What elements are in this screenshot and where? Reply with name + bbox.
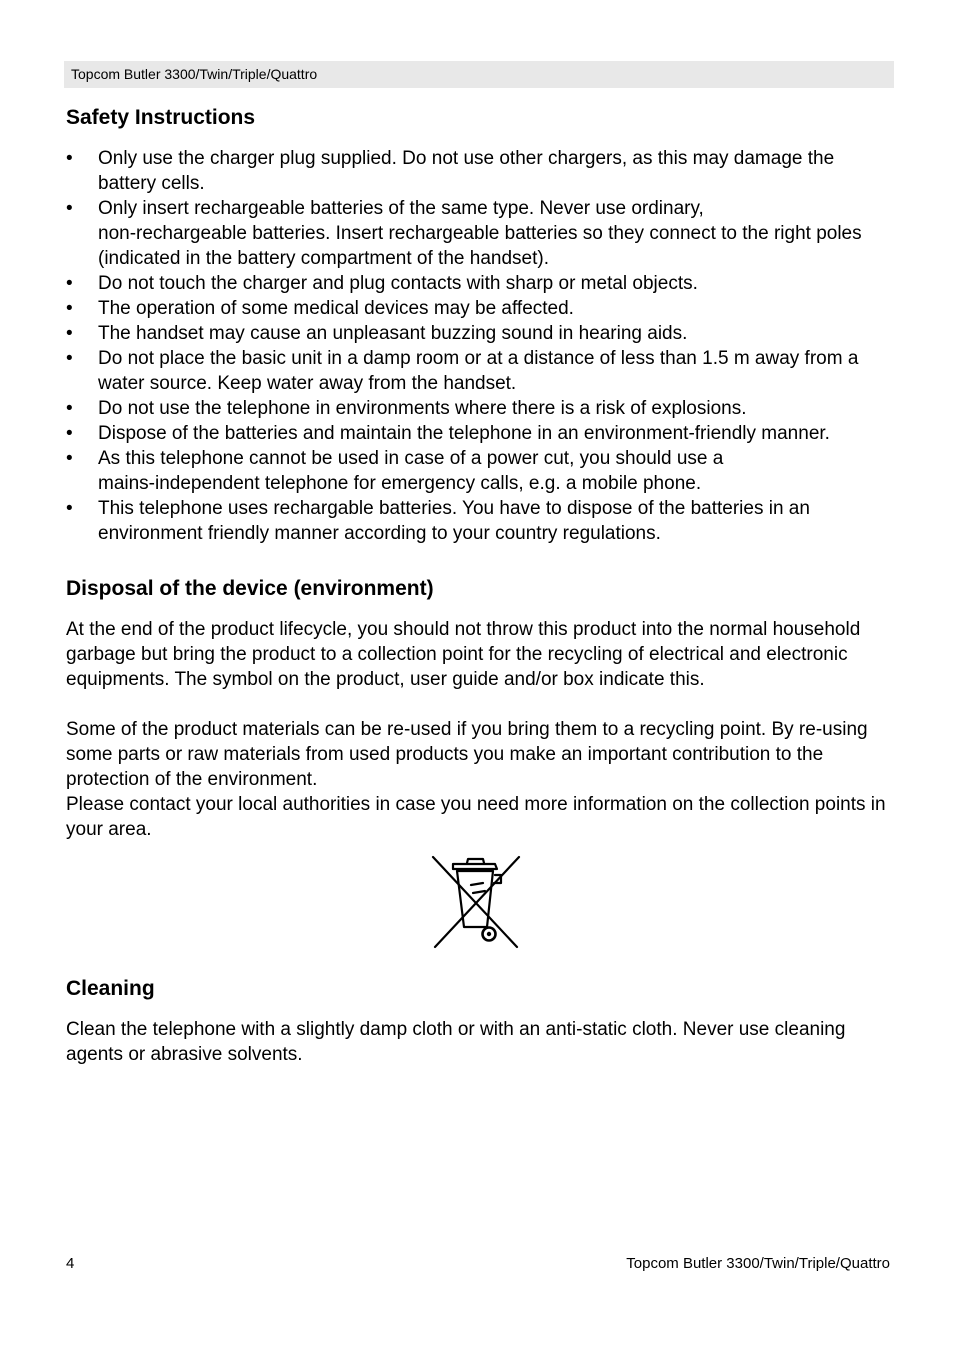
bullet-mark: • (66, 423, 73, 444)
safety-item-text: The handset may cause an unpleasant buzzing sound in hearing aids. (98, 323, 688, 344)
safety-item (66, 421, 892, 446)
safety-item (66, 146, 892, 196)
cleaning-heading: Cleaning (66, 977, 155, 1000)
safety-item-text: Only insert rechargeable batteries of the same type. Never use ordinary, non-rechargeable batteries. Insert rechargeable batteries so they connect to the right poles (indicated in the battery compartment of the handset). (98, 198, 862, 269)
disposal-paragraph-1: At the end of the product lifecycle, you should not throw this product into the normal household garbage but bring the product to a collection point for the recycling of electrical and electronic equipments. The symbol on the product, user guide and/or box indicate this. (66, 619, 861, 690)
running-header (64, 61, 894, 88)
safety-item-text: Dispose of the batteries and maintain the telephone in an environment-friendly manner. (98, 423, 830, 444)
disposal-paragraph-2: Some of the product materials can be re-used if you bring them to a recycling point. By re-using some parts or raw materials from used products you make an important contribution to the protection of the environment. (66, 719, 868, 790)
safety-item (66, 271, 892, 296)
bullet-mark: • (66, 298, 73, 319)
bullet-mark: • (66, 148, 73, 169)
bullet-mark: • (66, 348, 73, 369)
bullet-mark: • (66, 198, 73, 219)
crossed-out-wheelie-bin-icon (431, 855, 523, 949)
cleaning-paragraph: Clean the telephone with a slightly damp cloth or with an anti-static cloth. Never use cleaning agents or abrasive solvents. (66, 1019, 846, 1065)
safety-item-text: Only use the charger plug supplied. Do not use other chargers, as this may damage the battery cells. (98, 148, 835, 194)
bullet-mark: • (66, 273, 73, 294)
safety-item (66, 396, 892, 421)
bullet-mark: • (66, 448, 73, 469)
bullet-mark: • (66, 398, 73, 419)
safety-item (66, 346, 892, 396)
safety-item (66, 196, 892, 271)
bullet-mark: • (66, 323, 73, 344)
disposal-heading: Disposal of the device (environment) (66, 577, 434, 600)
safety-item-text: This telephone uses rechargable batteries. You have to dispose of the batteries in an environment friendly manner according to your country regulations. (98, 498, 810, 544)
safety-item (66, 496, 892, 546)
weee-symbol-container (66, 855, 892, 949)
safety-item (66, 296, 892, 321)
safety-item-text: Do not use the telephone in environments where there is a risk of explosions. (98, 398, 747, 419)
page-number: 4 (66, 1255, 75, 1272)
page-content (66, 104, 892, 1067)
safety-item-text: Do not place the basic unit in a damp room or at a distance of less than 1.5 m away from a water source. Keep water away from the handset. (98, 348, 859, 394)
bullet-mark: • (66, 498, 73, 519)
safety-item (66, 321, 892, 346)
disposal-paragraph-3: Please contact your local authorities in case you need more information on the collection points in your area. (66, 794, 886, 840)
safety-instructions-heading: Safety Instructions (66, 106, 256, 129)
safety-item-text: Do not touch the charger and plug contacts with sharp or metal objects. (98, 273, 698, 294)
safety-item (66, 446, 892, 496)
safety-instructions-list (66, 146, 892, 546)
footer-product-name: Topcom Butler 3300/Twin/Triple/Quattro (626, 1255, 890, 1272)
header-product-name: Topcom Butler 3300/Twin/Triple/Quattro (71, 66, 318, 82)
safety-item-text: As this telephone cannot be used in case of a power cut, you should use a mains-independent telephone for emergency calls, e.g. a mobile phone. (98, 448, 724, 494)
safety-item-text: The operation of some medical devices may be affected. (98, 298, 574, 319)
